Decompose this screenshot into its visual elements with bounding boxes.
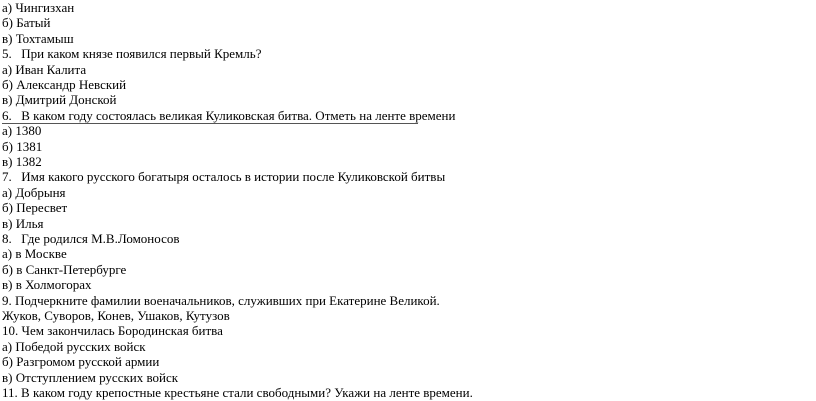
- question-6: [2, 108, 455, 123]
- answer-option: в) Тохтамыш: [2, 31, 74, 46]
- question-8: [2, 231, 180, 246]
- question-10: 10. Чем закончилась Бородинская битва: [2, 323, 223, 338]
- answer-option: б) Александр Невский: [2, 77, 127, 92]
- question-11: 11. В каком году крепостные крестьяне стали свободными? Укажи на ленте времени.: [2, 385, 473, 400]
- answer-option: б) 1381: [2, 139, 43, 154]
- question-number: 8.: [2, 231, 12, 246]
- question-text: Имя какого русского богатыря осталось в истории после Куликовской битвы: [21, 169, 446, 184]
- answer-option: б) Пересвет: [2, 200, 68, 215]
- answer-option: а) Иван Калита: [2, 62, 87, 77]
- answer-option: а) Добрыня: [2, 185, 66, 200]
- answer-option: а) в Москве: [2, 246, 67, 261]
- answer-option: б) в Санкт-Петербурге: [2, 262, 127, 277]
- question-7: [2, 169, 445, 184]
- answer-option: а) Чингизхан: [2, 0, 75, 15]
- answer-option: в) в Холмогорах: [2, 277, 92, 292]
- answer-option: в) Илья: [2, 216, 44, 231]
- question-number: 6.: [2, 108, 12, 123]
- answer-option: б) Разгромом русской армии: [2, 354, 160, 369]
- answer-option: б) Батый: [2, 15, 51, 30]
- answer-option: в) Отступлением русских войск: [2, 370, 179, 385]
- question-text: Где родился М.В.Ломоносов: [21, 231, 180, 246]
- question-9: 9. Подчеркните фамилии военачальников, служивших при Екатерине Великой.: [2, 293, 440, 308]
- question-5: [2, 46, 261, 61]
- timeline-rule: [2, 123, 418, 124]
- answer-option: а) 1380: [2, 123, 42, 138]
- answer-option: в) Дмитрий Донской: [2, 92, 117, 107]
- answer-option: в) 1382: [2, 154, 42, 169]
- question-text: При каком князе появился первый Кремль?: [21, 46, 262, 61]
- question-number: 7.: [2, 169, 12, 184]
- answer-option: а) Победой русских войск: [2, 339, 146, 354]
- question-number: 5.: [2, 46, 12, 61]
- surname-list: Жуков, Суворов, Конев, Ушаков, Кутузов: [2, 308, 230, 323]
- question-text: В каком году состоялась великая Куликовская битва. Отметь на ленте времени: [21, 108, 456, 123]
